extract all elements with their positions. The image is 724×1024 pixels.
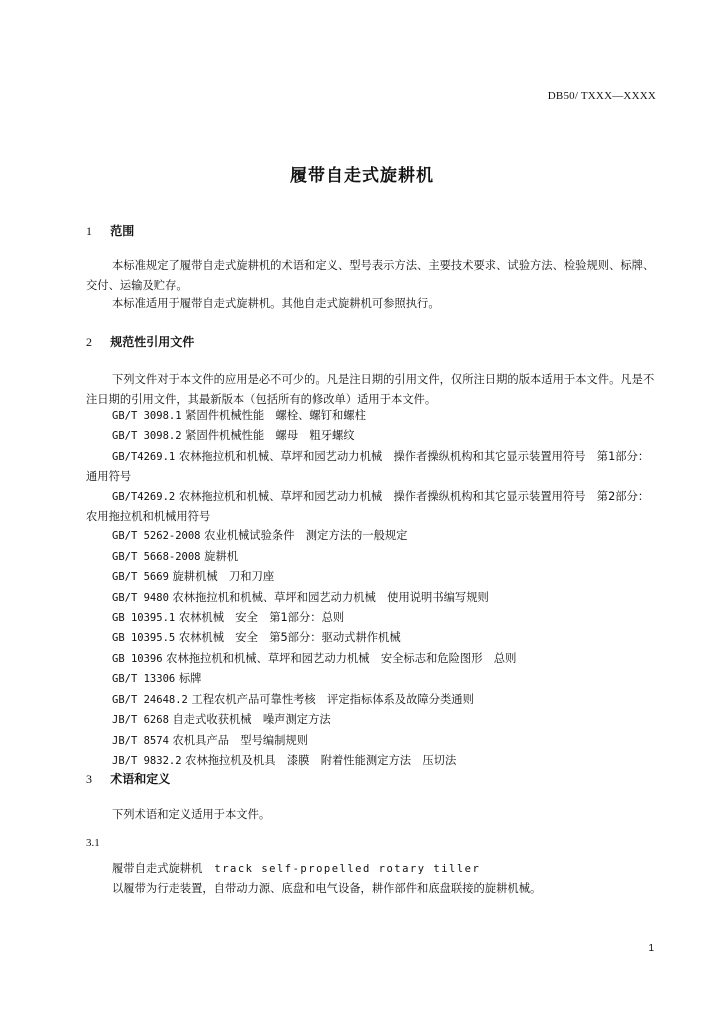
reference-item: GB/T 3098.1 紧固件机械性能 螺栓、螺钉和螺柱 [112,409,366,422]
reference-item: GB 10395.5 农林机械 安全 第5部分：驱动式耕作机械 [112,631,401,645]
reference-item: GB 10395.1 农林机械 安全 第1部分：总则 [112,611,345,625]
terms-intro: 下列术语和定义适用于本文件。 [112,808,271,821]
scope-paragraph-2: 本标准适用于履带自走式旋耕机。其他自走式旋耕机可参照执行。 [112,297,440,310]
reference-item: JB/T 6268 自走式收获机械 噪声测定方法 [112,713,331,727]
reference-item: GB/T 24648.2 工程农机产品可靠性考核 评定指标体系及故障分类通则 [112,692,474,706]
section-title: 范围 [110,224,135,238]
section-title: 规范性引用文件 [110,335,195,349]
section-number: 1 [86,224,92,238]
normative-intro: 下列文件对于本文件的应用是必不可少的。凡是注日期的引用文件，仅所注日期的版本适用于本文件。凡是不注日期的引用文件，其最新版本（包括所有的修改单）适用于本文件。 [86,373,655,406]
standard-code: DB50/ TXXX—XXXX [547,90,656,102]
section-2-heading [86,333,194,350]
term-number: 3.1 [86,837,100,849]
term-zh: 履带自走式旋耕机 [112,862,203,875]
section-number: 3 [86,772,92,786]
scope-paragraph-1: 本标准规定了履带自走式旋耕机的术语和定义、型号表示方法、主要技术要求、试验方法、检验规则、标牌、交付、运输及贮存。 [86,259,655,292]
page-number: 1 [648,943,654,954]
section-3-heading [86,770,170,787]
section-1-heading [86,222,134,239]
section-title: 术语和定义 [110,772,171,786]
reference-item: JB/T 9832.2 农林拖拉机及机具 漆膜 附着性能测定方法 压切法 [112,753,457,767]
reference-item: GB/T 3098.2 紧固件机械性能 螺母 粗牙螺纹 [112,429,355,443]
reference-item: GB/T 9480 农林拖拉机和机械、草坪和园艺动力机械 使用说明书编写规则 [112,590,489,604]
reference-item: GB 10396 农林拖拉机和机械、草坪和园艺动力机械 安全标志和危险图形 总则 [112,651,517,665]
reference-item: GB/T4269.2 农林拖拉机和机械、草坪和园艺动力机械 操作者操纵机构和其它显示装置用符号 第2部分：农用拖拉机和机械用符号 [86,489,650,524]
term-definition: 以履带为行走装置，自带动力源、底盘和电气设备，耕作部件和底盘联接的旋耕机械。 [112,882,542,895]
term-en: track self-propelled rotary tiller [214,863,481,875]
reference-item: JB/T 8574 农机具产品 型号编制规则 [112,733,309,747]
reference-item: GB/T 5669 旋耕机械 刀和刀座 [112,570,275,584]
reference-item: GB/T 5668-2008 旋耕机 [112,549,239,563]
document-title: 履带自走式旋耕机 [290,166,434,186]
reference-item: GB/T 5262-2008 农业机械试验条件 测定方法的一般规定 [112,529,408,543]
normative-reference-list [86,406,656,771]
term-heading [112,859,480,879]
section-number: 2 [86,335,92,349]
reference-item: GB/T 13306 标牌 [112,672,202,686]
reference-item: GB/T4269.1 农林拖拉机和机械、草坪和园艺动力机械 操作者操纵机构和其它显示装置用符号 第1部分：通用符号 [86,449,650,484]
